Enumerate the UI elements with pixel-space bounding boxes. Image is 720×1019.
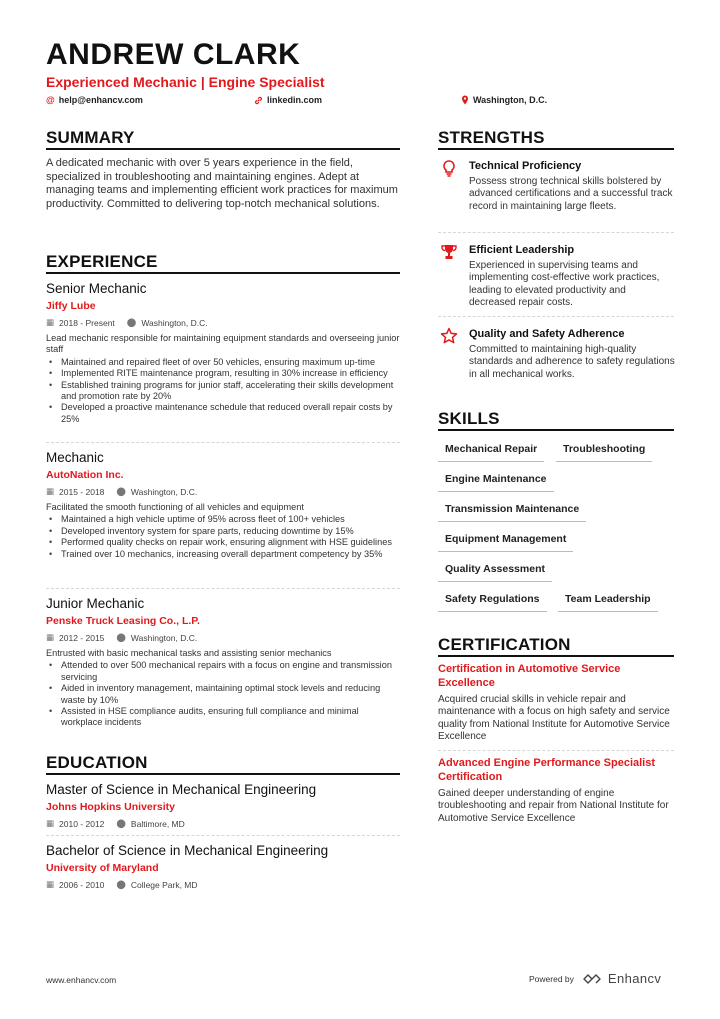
education-heading: EDUCATION: [46, 753, 148, 772]
brand-logo: [582, 971, 661, 986]
star-icon: [440, 327, 458, 345]
job-description: Lead mechanic responsible for maintaining equipment standards and overseeing junior staff: [46, 333, 400, 355]
job-location: Washington, D.C.: [130, 632, 198, 643]
edu-meta: [46, 879, 400, 890]
cert-text: Acquired crucial skills in vehicle repair and maintenance with a focus on high safety and service quality from National Institute for Automotive Service Excellence: [438, 694, 670, 743]
summary-heading: SUMMARY: [46, 128, 135, 147]
skill-tag: Mechanical Repair: [438, 443, 544, 462]
edu-meta: [46, 818, 400, 829]
powered-by-label: Powered by: [529, 973, 574, 984]
section-divider: [438, 750, 674, 751]
strength-text: Possess strong technical skills bolstered by advanced certifications and a successful track record in maintaining large fleets.: [469, 176, 673, 212]
job-meta: [46, 632, 400, 643]
skill-tag: Quality Assessment: [438, 563, 552, 582]
job-description: Entrusted with basic mechanical tasks and assisting senior mechanics: [46, 648, 332, 658]
job-location: Washington, D.C.: [130, 486, 198, 497]
experience-rule: [46, 272, 400, 274]
edu-school: Johns Hopkins University: [46, 801, 175, 813]
job-company: Penske Truck Leasing Co., L.P.: [46, 615, 200, 627]
edu-dates: 2010 - 2012: [59, 818, 105, 829]
linkedin-text: linkedin.com: [267, 95, 323, 105]
job-title: Senior Mechanic: [46, 281, 147, 296]
certification-rule: [438, 655, 674, 657]
job-meta: [46, 486, 400, 497]
skill-tag: Engine Maintenance: [438, 473, 554, 492]
skills-heading: SKILLS: [438, 409, 500, 428]
certification-heading: CERTIFICATION: [438, 635, 571, 654]
job-company: Jiffy Lube: [46, 300, 96, 312]
job-entry: [46, 596, 400, 729]
location-text: Washington, D.C.: [473, 95, 548, 105]
strength-item: [438, 159, 674, 229]
job-dates: 2018 - Present: [59, 317, 115, 328]
summary-text: A dedicated mechanic with over 5 years experience in the field, specialized in troubleshooting and maintaining engines. Adept at managing teams and implementing efficient work practices for maximum productivity. Committed to delivering top-notch mechanical solutions.: [46, 157, 398, 210]
section-divider: [438, 232, 674, 233]
education-entry: [46, 843, 400, 890]
strength-title: Quality and Safety Adherence: [469, 328, 625, 340]
strengths-rule: [438, 148, 674, 150]
job-entry: [46, 450, 400, 560]
job-meta: [46, 317, 400, 328]
section-divider: [46, 835, 400, 836]
candidate-name: ANDREW CLARK: [46, 38, 301, 71]
job-company: AutoNation Inc.: [46, 469, 124, 481]
skill-tag: Equipment Management: [438, 533, 573, 552]
bullet-item: • Developed inventory system for spare parts, reducing downtime by 15%: [46, 526, 400, 537]
job-description: Facilitated the smooth functioning of all vehicles and equipment: [46, 502, 304, 512]
map-pin-icon: ⬤: [116, 879, 126, 889]
cert-title: Certification in Automotive Service Excellence: [438, 663, 621, 689]
skill-tag: Transmission Maintenance: [438, 503, 586, 522]
bullet-item: • Aided in inventory management, maintaining optimal stock levels and reducing waste by 10%: [46, 683, 400, 706]
education-entry: [46, 782, 400, 829]
job-entry: [46, 281, 400, 425]
job-dates: 2015 - 2018: [59, 486, 105, 497]
enhancv-logo-icon: [582, 973, 604, 985]
strength-item: [438, 327, 674, 387]
job-title: Junior Mechanic: [46, 596, 145, 611]
calendar-icon: ▦: [46, 486, 55, 496]
bullet-item: • Established training programs for junior staff, accelerating their skills development and promotion rate by 20%: [46, 380, 400, 403]
experience-heading: EXPERIENCE: [46, 252, 158, 271]
skill-tag: Troubleshooting: [556, 443, 652, 462]
strength-text: Committed to maintaining high-quality standards and adherence to safety regulations in all mechanical works.: [469, 344, 675, 380]
email-text: help@enhancv.com: [58, 95, 143, 105]
bullet-item: • Attended to over 500 mechanical repairs with a focus on engine and transmission servicing: [46, 660, 400, 683]
section-divider: [46, 588, 400, 589]
job-bullets: [46, 514, 400, 560]
strength-item: [438, 243, 674, 313]
lightbulb-icon: [440, 159, 458, 177]
bullet-item: • Implemented RITE maintenance program, resulting in 30% increase in efficiency: [46, 368, 400, 379]
calendar-icon: ▦: [46, 818, 55, 828]
strength-text: Experienced in supervising teams and implementing cost-effective work practices, leading to elevated productivity and decreased repair costs.: [469, 260, 660, 309]
edu-degree: Master of Science in Mechanical Engineering: [46, 782, 317, 797]
strength-title: Technical Proficiency: [469, 160, 582, 172]
contact-location: [461, 95, 547, 105]
skills-rule: [438, 429, 674, 431]
trophy-icon: [440, 243, 458, 261]
job-bullets: [46, 357, 400, 425]
section-divider: [46, 442, 400, 443]
bullet-item: • Maintained a high vehicle uptime of 95% across fleet of 100+ vehicles: [46, 514, 400, 525]
section-divider: [438, 316, 674, 317]
map-pin-icon: ⬤: [126, 317, 137, 327]
calendar-icon: ▦: [46, 632, 55, 642]
bullet-item: • Trained over 10 mechanics, increasing overall department competency by 35%: [46, 549, 400, 560]
bullet-item: • Assisted in HSE compliance audits, ensuring full compliance and minimal workplace incidents: [46, 706, 400, 729]
brand-name: Enhancv: [607, 971, 662, 986]
candidate-headline: Experienced Mechanic | Engine Specialist: [46, 74, 325, 90]
edu-dates: 2006 - 2010: [59, 879, 105, 890]
contact-linkedin[interactable]: [254, 95, 322, 105]
map-pin-icon: ⬤: [116, 486, 126, 496]
cert-title: Advanced Engine Performance Specialist Certification: [438, 757, 656, 783]
footer-website[interactable]: www.enhancv.com: [46, 975, 117, 985]
calendar-icon: ▦: [46, 879, 55, 889]
map-pin-icon: ⬤: [116, 818, 126, 828]
bullet-item: • Performed quality checks on repair work, ensuring alignment with HSE guidelines: [46, 537, 400, 548]
strength-title: Efficient Leadership: [469, 244, 575, 256]
edu-school: University of Maryland: [46, 862, 159, 874]
edu-location: Baltimore, MD: [130, 818, 185, 829]
bullet-item: • Developed a proactive maintenance schedule that reduced overall repair costs by 25%: [46, 402, 400, 425]
map-pin-icon: [461, 95, 469, 105]
map-pin-icon: ⬤: [116, 632, 126, 642]
summary-rule: [46, 148, 400, 150]
job-bullets: [46, 660, 400, 728]
cert-text: Gained deeper understanding of engine troubleshooting and repair from National Institute for Automotive Service Excellence: [438, 788, 669, 824]
at-icon: @: [46, 95, 55, 105]
contact-email[interactable]: [46, 95, 143, 105]
bullet-item: • Maintained and repaired fleet of over 50 vehicles, ensuring maximum up-time: [46, 357, 400, 368]
footer-branding[interactable]: [529, 971, 661, 986]
job-location: Washington, D.C.: [141, 317, 208, 328]
job-title: Mechanic: [46, 450, 104, 465]
skill-tag: Team Leadership: [558, 593, 658, 612]
education-rule: [46, 773, 400, 775]
edu-location: College Park, MD: [130, 879, 198, 890]
strengths-heading: STRENGTHS: [438, 128, 545, 147]
edu-degree: Bachelor of Science in Mechanical Engineering: [46, 843, 329, 858]
skill-tag: Safety Regulations: [438, 593, 547, 612]
link-icon: [254, 96, 263, 105]
calendar-icon: ▦: [46, 317, 55, 327]
job-dates: 2012 - 2015: [59, 632, 105, 643]
